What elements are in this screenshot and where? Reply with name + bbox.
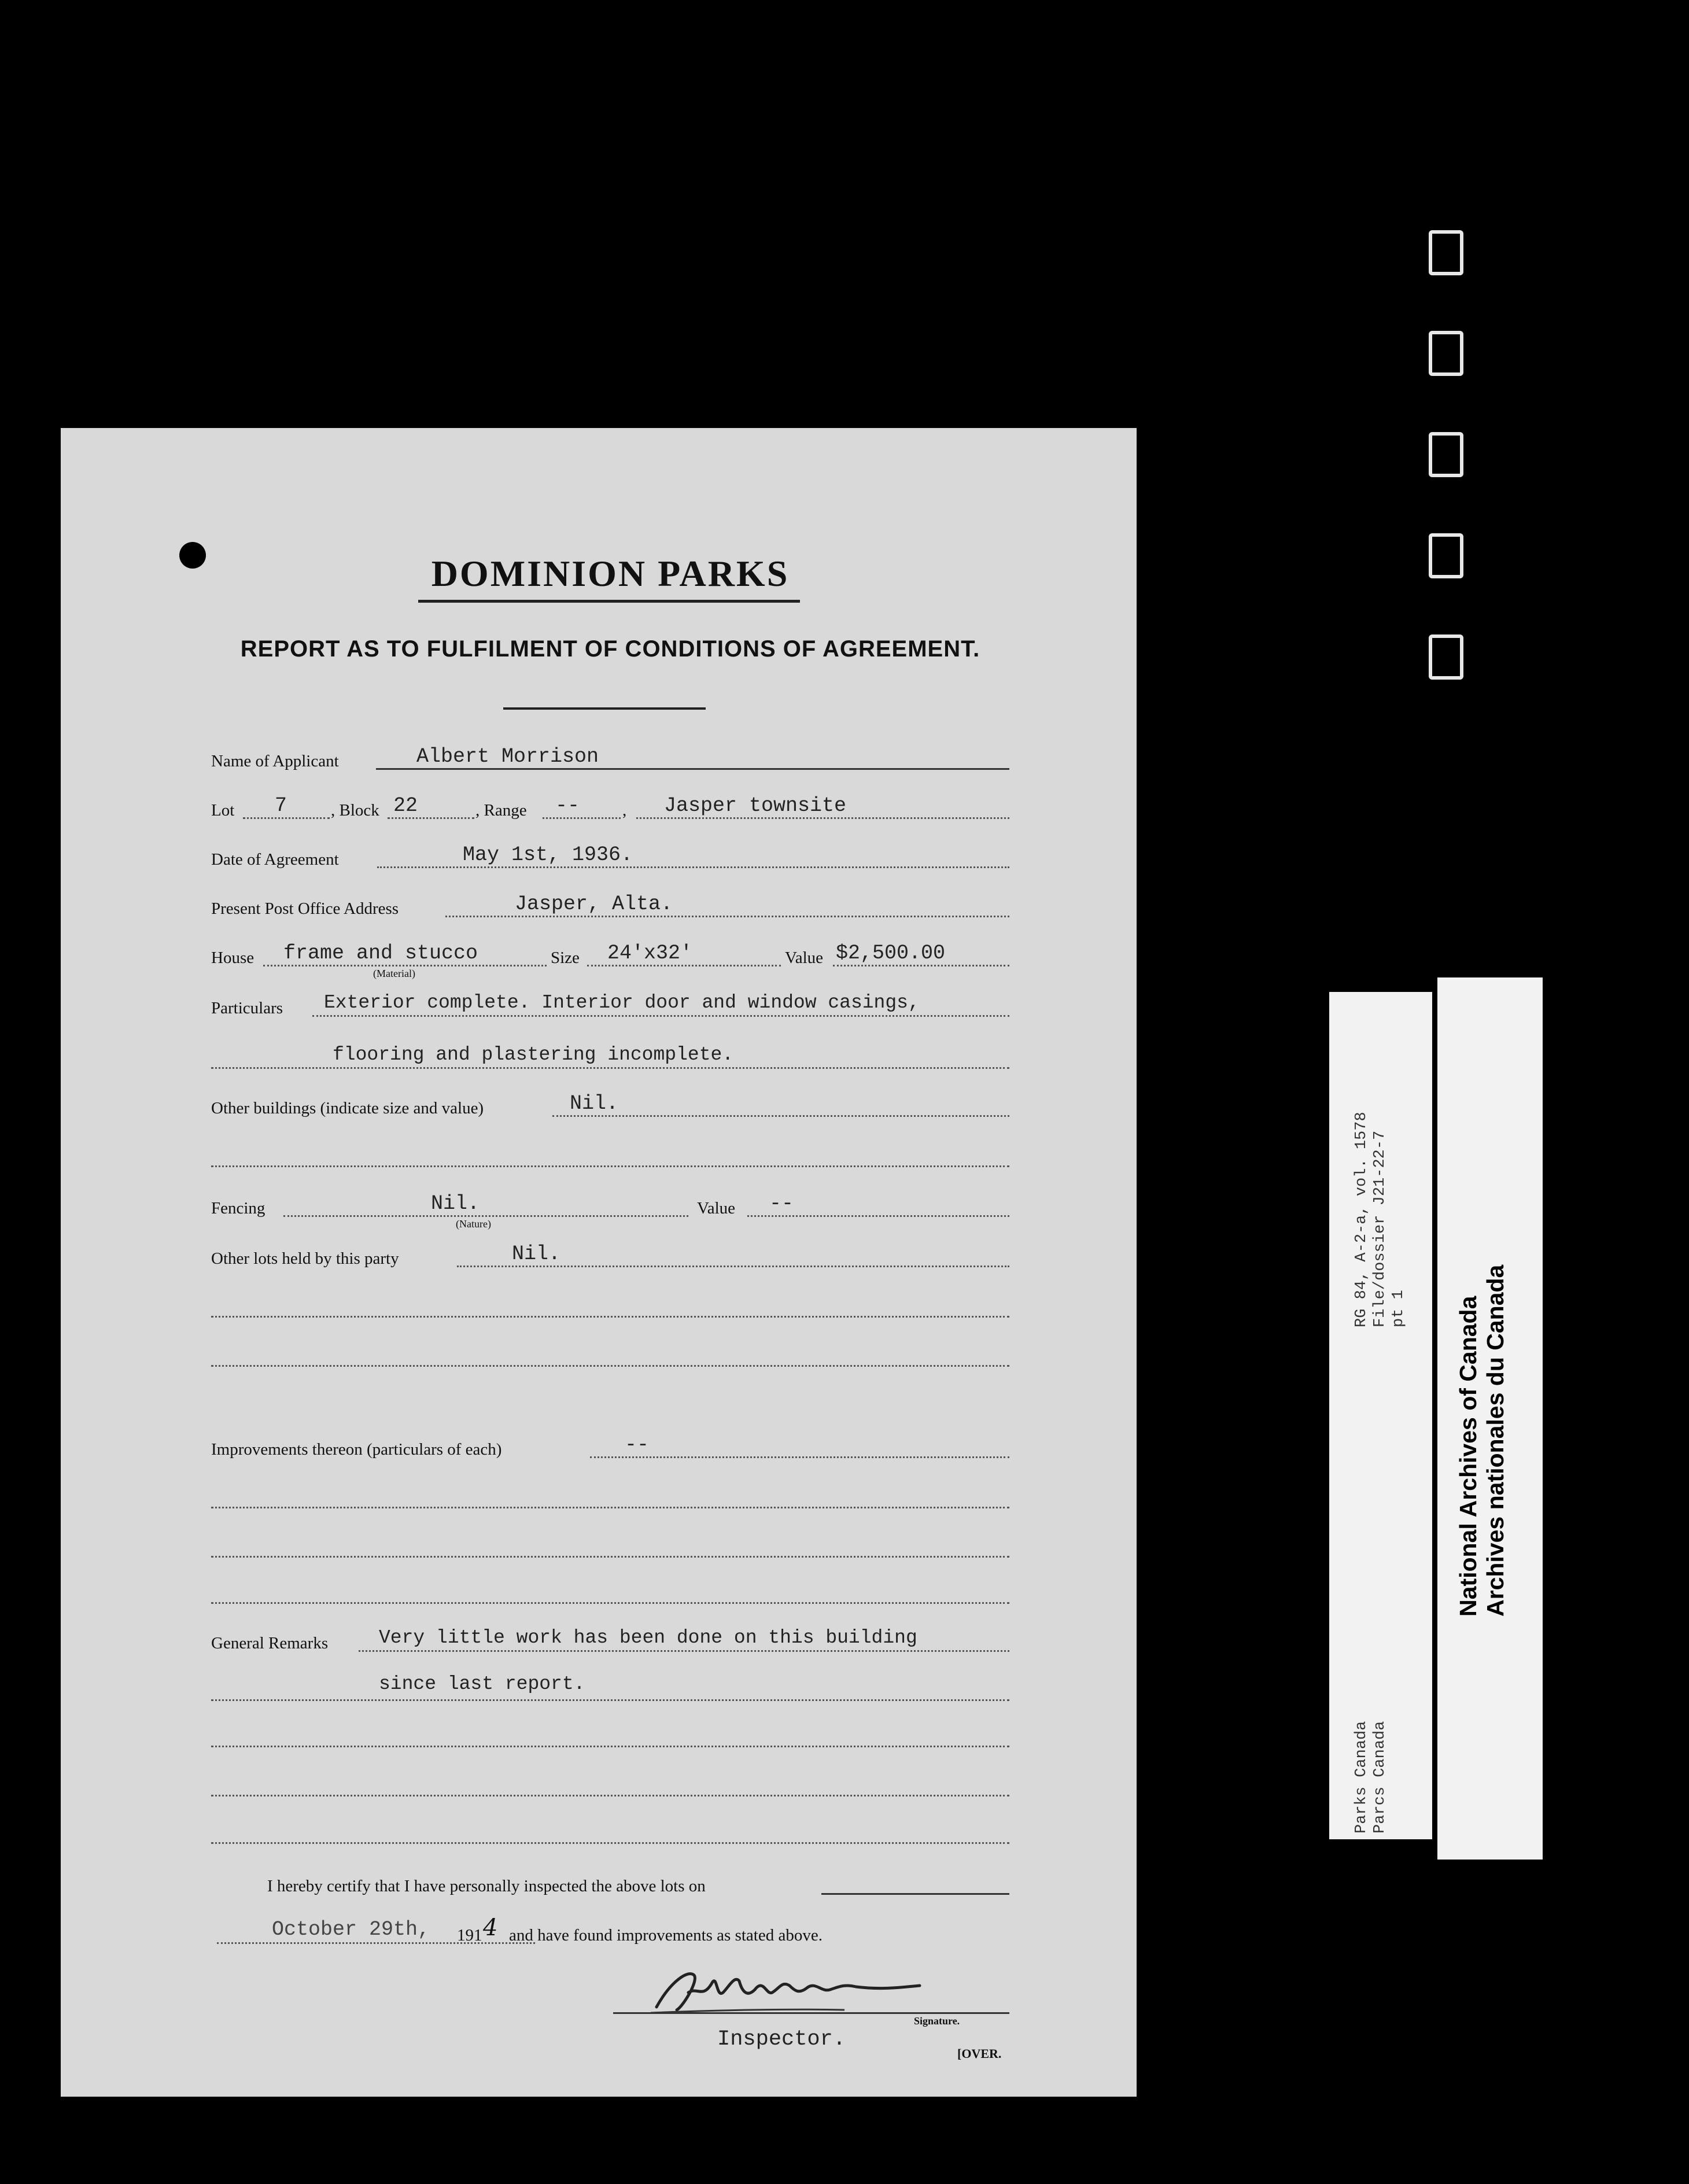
address-line <box>445 916 1009 917</box>
improvements-label: Improvements thereon (particulars of each) <box>211 1440 502 1459</box>
date-label: Date of Agreement <box>211 850 339 869</box>
signature-line <box>613 2012 1009 2014</box>
remarks-line-4 <box>211 1795 1009 1796</box>
other-lots-line <box>457 1266 1009 1267</box>
range-value: -- <box>555 794 580 817</box>
other-buildings-line-2 <box>211 1165 1009 1167</box>
improvements-value: -- <box>625 1433 650 1456</box>
size-value: 24'x32' <box>607 942 693 965</box>
size-label: Size <box>551 949 580 967</box>
material-note: (Material) <box>373 968 415 979</box>
range-line <box>543 817 621 819</box>
year-handwritten: 4 <box>483 1914 498 1941</box>
film-frame-mark <box>1429 634 1463 680</box>
institution-fr: Archives nationales du Canada <box>1482 1264 1509 1617</box>
particulars-label: Particulars <box>211 999 283 1017</box>
fencing-value: Nil. <box>431 1192 480 1215</box>
remarks-line-2 <box>211 1699 1009 1701</box>
range-comma: , <box>622 801 627 820</box>
address-value: Jasper, Alta. <box>515 892 673 916</box>
document-title: DOMINION PARKS <box>431 553 790 594</box>
applicant-value: Albert Morrison <box>416 745 599 768</box>
other-buildings-label: Other buildings (indicate size and value) <box>211 1099 484 1117</box>
certify-text: I hereby certify that I have personally inspected the above lots on <box>267 1877 706 1895</box>
lot-value: 7 <box>275 794 287 817</box>
value-label: Value <box>785 949 824 967</box>
reference-line-1: RG 84, A-2-a, vol. 1578 <box>1353 1112 1370 1327</box>
fencing-value-line <box>747 1215 1009 1217</box>
reference-line-2: File/dossier J21-22-7 <box>1371 1130 1389 1327</box>
date-line <box>377 866 1009 868</box>
fencing-label: Fencing <box>211 1199 265 1218</box>
applicant-line <box>376 768 1009 770</box>
improvements-line-3 <box>211 1556 1009 1558</box>
remarks-line-3 <box>211 1746 1009 1747</box>
inspector-title: Inspector. <box>717 2027 846 2052</box>
location-line <box>636 817 1009 819</box>
certify-line <box>821 1893 1009 1895</box>
certify-suffix: and have found improvements as stated above. <box>509 1926 823 1945</box>
lot-line <box>243 817 330 819</box>
block-line <box>388 817 474 819</box>
other-lots-value: Nil. <box>512 1242 561 1266</box>
national-archives-label <box>1437 977 1543 1860</box>
other-lots-line-2 <box>211 1316 1009 1318</box>
size-line <box>587 965 781 966</box>
film-frame-mark <box>1429 331 1463 376</box>
lot-label: Lot <box>211 801 235 820</box>
applicant-label: Name of Applicant <box>211 752 339 770</box>
house-value: frame and stucco <box>283 942 478 965</box>
remarks-line-5 <box>211 1842 1009 1844</box>
particulars-line-1 <box>312 1015 1009 1017</box>
particulars-line-2 <box>211 1067 1009 1069</box>
divider-rule <box>503 707 706 710</box>
fencing-line <box>283 1215 688 1217</box>
institution-en: National Archives of Canada <box>1455 1296 1481 1617</box>
remarks-label: General Remarks <box>211 1634 329 1652</box>
year-prefix: 191 <box>457 1926 482 1945</box>
other-buildings-line <box>552 1115 1009 1117</box>
other-buildings-value: Nil. <box>570 1092 619 1115</box>
film-frame-mark <box>1429 533 1463 578</box>
archive-reference-label <box>1329 992 1432 1839</box>
inspection-date: October 29th, <box>272 1918 430 1941</box>
block-value: 22 <box>393 794 418 817</box>
date-value: May 1st, 1936. <box>463 843 633 866</box>
agency-line-1: Parks Canada <box>1353 1721 1370 1833</box>
other-lots-line-3 <box>211 1365 1009 1367</box>
remarks-value-2: since last report. <box>379 1673 585 1695</box>
address-label: Present Post Office Address <box>211 899 399 918</box>
fencing-value-label: Value <box>697 1199 736 1218</box>
improvements-line-4 <box>211 1602 1009 1604</box>
remarks-line-1 <box>359 1650 1009 1652</box>
particulars-value-2: flooring and plastering incomplete. <box>333 1044 734 1065</box>
improvements-line-2 <box>211 1507 1009 1508</box>
remarks-value-1: Very little work has been done on this building <box>379 1627 917 1648</box>
signature-label: Signature. <box>914 2015 960 2027</box>
fencing-value-value: -- <box>769 1192 794 1215</box>
particulars-value-1: Exterior complete. Interior door and window casings, <box>324 992 920 1013</box>
nature-note: (Nature) <box>456 1218 491 1230</box>
value-line <box>833 965 1009 966</box>
value-value: $2,500.00 <box>836 942 946 965</box>
house-label: House <box>211 949 255 967</box>
reference-line-3: pt 1 <box>1390 1290 1407 1327</box>
agency-line-2: Parcs Canada <box>1371 1721 1389 1833</box>
over-note: [OVER. <box>957 2046 1002 2061</box>
film-frame-mark <box>1429 432 1463 477</box>
house-line <box>263 965 547 966</box>
film-frame-mark <box>1429 230 1463 275</box>
inspection-date-line <box>217 1942 535 1944</box>
range-label: , Range <box>475 801 527 820</box>
block-label: , Block <box>331 801 379 820</box>
title-underline <box>418 600 800 603</box>
document-subtitle: REPORT AS TO FULFILMENT OF CONDITIONS OF AGREEMENT. <box>240 636 980 662</box>
improvements-line <box>590 1456 1009 1458</box>
location-value: Jasper townsite <box>664 794 847 817</box>
other-lots-label: Other lots held by this party <box>211 1249 399 1268</box>
